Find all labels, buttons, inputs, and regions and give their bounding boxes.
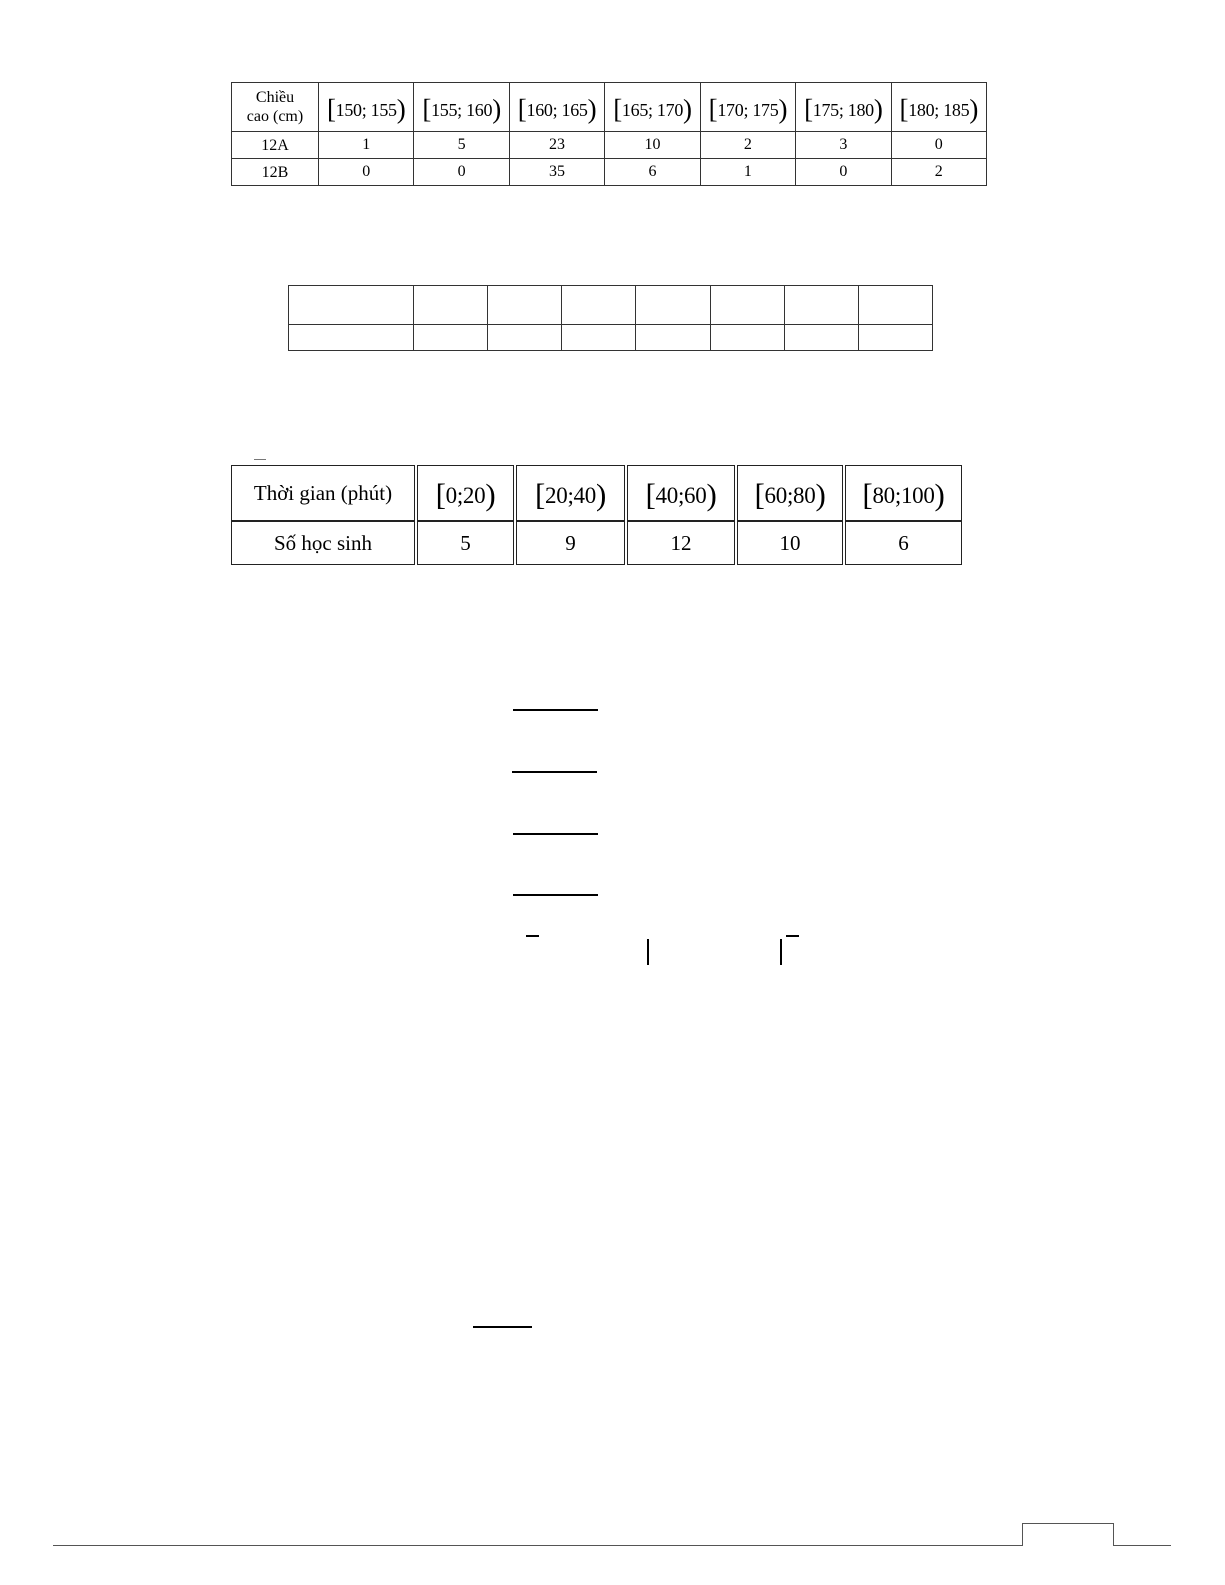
empty-cell — [414, 286, 488, 325]
fraction-bar — [513, 833, 598, 835]
height-table-header-row — [232, 83, 987, 132]
interval-close-bracket: ) — [873, 93, 883, 124]
interval-open-bracket: [ — [613, 93, 622, 124]
interval-open-bracket: [ — [708, 93, 718, 124]
header-label-line-2: cao (cm) — [246, 108, 304, 125]
empty-cell — [414, 325, 488, 351]
interval-text: 155; 160 — [431, 99, 493, 120]
interval-cell — [319, 83, 414, 132]
interval-open-bracket: [ — [754, 477, 765, 512]
footer-rule — [53, 1545, 1171, 1546]
interval-close-bracket: ) — [778, 93, 788, 124]
interval-cell — [516, 465, 625, 521]
value-cell: 0 — [319, 159, 414, 186]
value-cell: 3 — [796, 132, 891, 159]
value-cell: 9 — [516, 521, 625, 565]
interval-cell — [891, 83, 986, 132]
interval-close-bracket: ) — [492, 93, 501, 124]
value-cell: 1 — [319, 132, 414, 159]
interval-close-bracket: ) — [396, 93, 406, 124]
interval-text: 40;60 — [655, 483, 707, 508]
interval-text: 0;20 — [445, 483, 486, 508]
interval-open-bracket: [ — [422, 93, 432, 124]
interval-open-bracket: [ — [435, 477, 446, 512]
interval-text: 20;40 — [545, 483, 596, 508]
fraction-bar — [512, 771, 597, 773]
fraction-bar — [513, 894, 598, 896]
height-table-row-12a — [232, 132, 987, 159]
empty-cell — [562, 325, 636, 351]
value-cell: 0 — [891, 132, 986, 159]
height-table-row-12b — [232, 159, 987, 186]
height-table-header-label — [232, 83, 319, 132]
interval-open-bracket: [ — [535, 477, 546, 512]
time-frequency-table — [229, 465, 964, 565]
interval-close-bracket: ) — [595, 477, 606, 512]
value-cell: 1 — [700, 159, 795, 186]
value-cell: 0 — [796, 159, 891, 186]
interval-cell — [509, 83, 604, 132]
value-cell: 5 — [417, 521, 514, 565]
interval-text: 60;80 — [764, 483, 816, 508]
interval-close-bracket: ) — [969, 93, 979, 124]
empty-cell — [858, 325, 932, 351]
value-cell: 23 — [509, 132, 604, 159]
height-frequency-table — [231, 82, 987, 186]
interval-text: 150; 155 — [335, 99, 397, 120]
interval-cell — [796, 83, 891, 132]
interval-close-bracket: ) — [815, 477, 826, 512]
interval-cell — [605, 83, 700, 132]
empty-grid-row — [289, 325, 933, 351]
row-label: 12A — [232, 132, 319, 159]
empty-grid-row — [289, 286, 933, 325]
overline-bar — [526, 935, 539, 937]
interval-text: 165; 170 — [621, 99, 684, 120]
interval-cell — [627, 465, 735, 521]
empty-cell — [636, 325, 710, 351]
interval-cell — [417, 465, 514, 521]
value-cell: 10 — [605, 132, 700, 159]
value-cell: 2 — [700, 132, 795, 159]
overline-bar — [786, 935, 799, 937]
time-header-label: Thời gian (phút) — [231, 465, 415, 521]
interval-open-bracket: [ — [517, 93, 527, 124]
interval-close-bracket: ) — [934, 477, 945, 512]
empty-cell — [858, 286, 932, 325]
interval-open-bracket: [ — [862, 477, 873, 512]
interval-open-bracket: [ — [326, 93, 336, 124]
row-label: Số học sinh — [231, 521, 415, 565]
value-cell: 2 — [891, 159, 986, 186]
empty-grid-table — [288, 285, 933, 351]
empty-cell — [784, 325, 858, 351]
interval-cell — [737, 465, 843, 521]
fraction-bar — [513, 709, 598, 711]
interval-cell — [845, 465, 962, 521]
interval-close-bracket: ) — [706, 477, 717, 512]
empty-cell — [784, 286, 858, 325]
interval-open-bracket: [ — [645, 477, 656, 512]
header-label-line-1: Chiều — [255, 89, 295, 106]
value-cell: 35 — [509, 159, 604, 186]
value-cell: 5 — [414, 132, 509, 159]
interval-text: 170; 175 — [717, 99, 779, 120]
empty-cell — [562, 286, 636, 325]
empty-cell — [488, 286, 562, 325]
empty-cell — [289, 325, 414, 351]
absolute-value-bar — [647, 939, 649, 965]
interval-close-bracket: ) — [683, 93, 692, 124]
interval-text: 80;100 — [872, 483, 935, 508]
interval-text: 180; 185 — [908, 99, 970, 120]
empty-cell — [636, 286, 710, 325]
absolute-value-bar — [780, 939, 782, 965]
interval-text: 160; 165 — [526, 99, 588, 120]
stray-mark — [254, 459, 266, 460]
interval-close-bracket: ) — [485, 477, 496, 512]
value-cell: 12 — [627, 521, 735, 565]
time-table-value-row — [231, 521, 962, 565]
value-cell: 10 — [737, 521, 843, 565]
interval-cell — [414, 83, 509, 132]
time-table-header-row — [231, 465, 962, 521]
interval-open-bracket: [ — [899, 93, 909, 124]
interval-close-bracket: ) — [587, 93, 597, 124]
empty-cell — [289, 286, 414, 325]
value-cell: 0 — [414, 159, 509, 186]
interval-text: 175; 180 — [812, 99, 874, 120]
empty-cell — [710, 325, 784, 351]
value-cell: 6 — [605, 159, 700, 186]
fraction-bar — [473, 1326, 532, 1328]
interval-cell — [700, 83, 795, 132]
page-number-box — [1022, 1523, 1114, 1546]
row-label: 12B — [232, 159, 319, 186]
value-cell: 6 — [845, 521, 962, 565]
empty-cell — [488, 325, 562, 351]
interval-open-bracket: [ — [804, 93, 813, 124]
empty-cell — [710, 286, 784, 325]
